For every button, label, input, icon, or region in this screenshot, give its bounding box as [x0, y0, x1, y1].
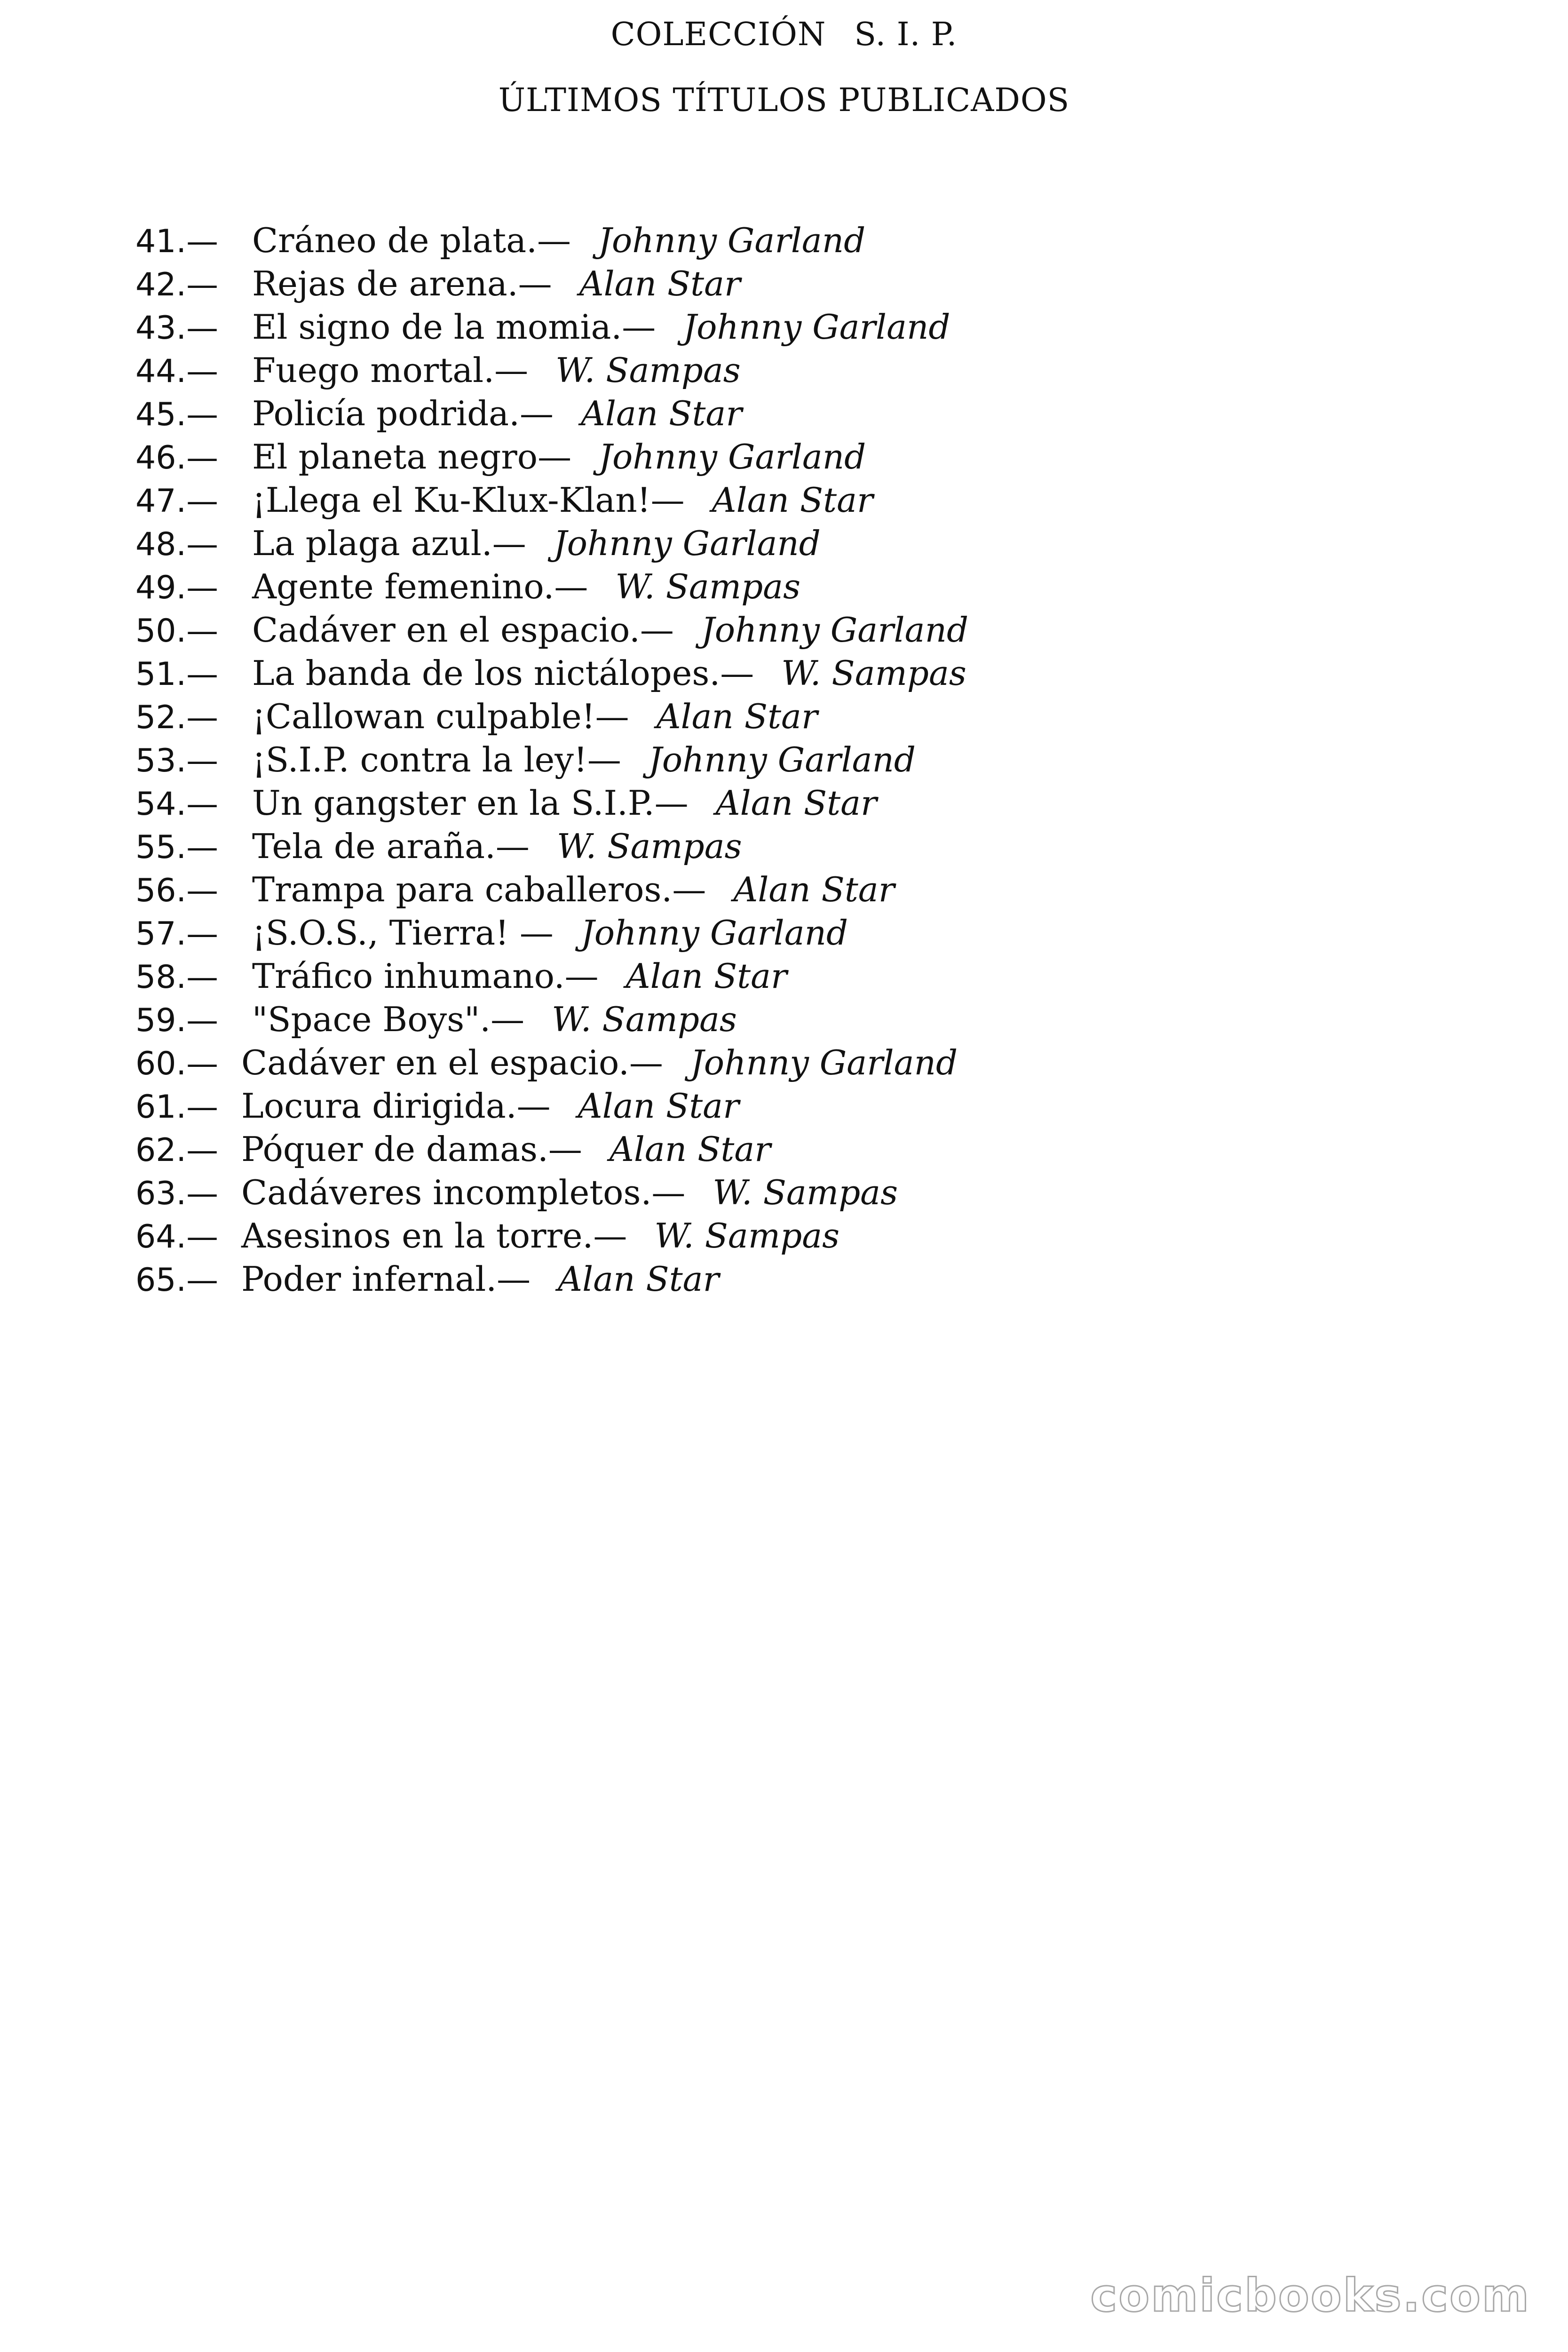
entry-number: 49.—	[135, 569, 219, 606]
entry-title: Cadáveres incompletos.—	[241, 1173, 686, 1212]
entry-author: Alan Star	[578, 1086, 739, 1126]
entry-number: 57.—	[135, 915, 219, 953]
list-item	[135, 219, 1452, 262]
entry-number: 64.—	[135, 1218, 219, 1255]
entry-title: Locura dirigida.—	[241, 1086, 551, 1126]
entry-author: Johnny Garland	[683, 307, 950, 347]
entry-title: Fuego mortal.—	[252, 350, 529, 390]
entry-number: 43.—	[135, 310, 219, 347]
list-item	[135, 435, 1452, 478]
list-item	[135, 565, 1452, 608]
entry-title: ¡Callowan culpable!—	[252, 697, 629, 736]
entry-author: Alan Star	[712, 480, 873, 520]
entry-author: W. Sampas	[556, 826, 742, 866]
list-item	[135, 608, 1452, 652]
list-item	[135, 695, 1452, 738]
entry-author: Johnny Garland	[553, 524, 821, 563]
entry-number: 44.—	[135, 353, 219, 390]
entry-title: Un gangster en la S.I.P.—	[252, 783, 689, 823]
entry-title: Tráfico inhumano.—	[252, 956, 599, 996]
entry-number: 51.—	[135, 656, 219, 693]
entry-number: 53.—	[135, 742, 219, 779]
entry-title: Trampa para caballeros.—	[252, 870, 706, 909]
entry-author: Alan Star	[609, 1129, 771, 1169]
entry-number: 50.—	[135, 612, 219, 650]
entry-title: Agente femenino.—	[252, 567, 588, 606]
list-item	[135, 1257, 1452, 1301]
entry-author: W. Sampas	[781, 653, 966, 693]
list-item	[135, 478, 1452, 522]
list-item	[135, 1171, 1452, 1214]
watermark-logo: comicbooks.com	[1090, 2269, 1530, 2322]
entry-title: ¡S.O.S., Tierra! —	[252, 913, 554, 953]
entry-number: 63.—	[135, 1175, 219, 1212]
entry-title: ¡S.I.P. contra la ley!—	[252, 740, 621, 779]
collection-heading	[0, 16, 1568, 53]
entry-author: Johnny Garland	[701, 610, 969, 650]
page-subtitle: ÚLTIMOS TÍTULOS PUBLICADOS	[498, 82, 1070, 119]
entry-title: La plaga azul.—	[252, 524, 526, 563]
entry-author: Johnny Garland	[648, 740, 916, 779]
entry-author: W. Sampas	[552, 1000, 737, 1039]
entry-author: Alan Star	[733, 870, 895, 909]
entry-author: Alan Star	[579, 264, 741, 303]
entry-number: 47.—	[135, 483, 219, 520]
entry-number: 60.—	[135, 1045, 219, 1082]
entry-author: Johnny Garland	[599, 437, 866, 477]
entry-author: Johnny Garland	[690, 1043, 958, 1082]
entry-number: 46.—	[135, 439, 219, 477]
entry-number: 42.—	[135, 266, 219, 303]
entry-author: W. Sampas	[555, 350, 741, 390]
entry-number: 56.—	[135, 872, 219, 909]
entry-author: Alan Star	[580, 394, 742, 433]
entry-title: Policía podrida.—	[252, 394, 554, 433]
entry-author: W. Sampas	[654, 1216, 840, 1255]
list-item	[135, 262, 1452, 305]
entry-title: Cadáver en el espacio.—	[252, 610, 674, 650]
list-item	[135, 911, 1452, 954]
entry-number: 45.—	[135, 396, 219, 433]
entry-title: El planeta negro—	[252, 437, 572, 477]
entry-title: Tela de araña.—	[252, 826, 530, 866]
titles-list	[135, 219, 1452, 1301]
entry-number: 41.—	[135, 223, 219, 260]
entry-title: El signo de la momia.—	[252, 307, 656, 347]
entry-number: 59.—	[135, 1002, 219, 1039]
entry-title: Rejas de arena.—	[252, 264, 552, 303]
list-item	[135, 998, 1452, 1041]
collection-name: S. I. P.	[854, 16, 958, 53]
entry-number: 48.—	[135, 526, 219, 563]
entry-title: "Space Boys".—	[252, 1000, 525, 1039]
entry-title: Cráneo de plata.—	[252, 221, 571, 260]
entry-author: Alan Star	[626, 956, 787, 996]
entry-title: ¡Llega el Ku-Klux-Klan!—	[252, 480, 685, 520]
entry-number: 55.—	[135, 829, 219, 866]
entry-number: 65.—	[135, 1262, 219, 1299]
list-item	[135, 1214, 1452, 1257]
entry-number: 61.—	[135, 1089, 219, 1126]
entry-number: 54.—	[135, 786, 219, 823]
list-item	[135, 738, 1452, 781]
list-item	[135, 954, 1452, 998]
list-item	[135, 825, 1452, 868]
collection-label: COLECCIÓN	[610, 16, 826, 53]
list-item	[135, 781, 1452, 825]
entry-author: Alan Star	[656, 697, 818, 736]
entry-title: La banda de los nictálopes.—	[252, 653, 754, 693]
list-item	[135, 522, 1452, 565]
list-item	[135, 1084, 1452, 1128]
entry-number: 58.—	[135, 959, 219, 996]
entry-author: Johnny Garland	[598, 221, 866, 260]
list-item	[135, 349, 1452, 392]
entry-author: W. Sampas	[615, 567, 801, 606]
list-item	[135, 305, 1452, 349]
entry-author: Alan Star	[715, 783, 877, 823]
entry-author: Alan Star	[558, 1259, 719, 1299]
list-item	[135, 1041, 1452, 1084]
list-item	[135, 1128, 1452, 1171]
entry-number: 62.—	[135, 1132, 219, 1169]
entry-title: Cadáver en el espacio.—	[241, 1043, 663, 1082]
entry-author: W. Sampas	[713, 1173, 898, 1212]
entry-title: Póquer de damas.—	[241, 1129, 582, 1169]
entry-title: Poder infernal.—	[241, 1259, 531, 1299]
entry-author: Johnny Garland	[580, 913, 848, 953]
list-item	[135, 868, 1452, 911]
list-item	[135, 652, 1452, 695]
entry-title: Asesinos en la torre.—	[241, 1216, 627, 1255]
list-item	[135, 392, 1452, 435]
entry-number: 52.—	[135, 699, 219, 736]
